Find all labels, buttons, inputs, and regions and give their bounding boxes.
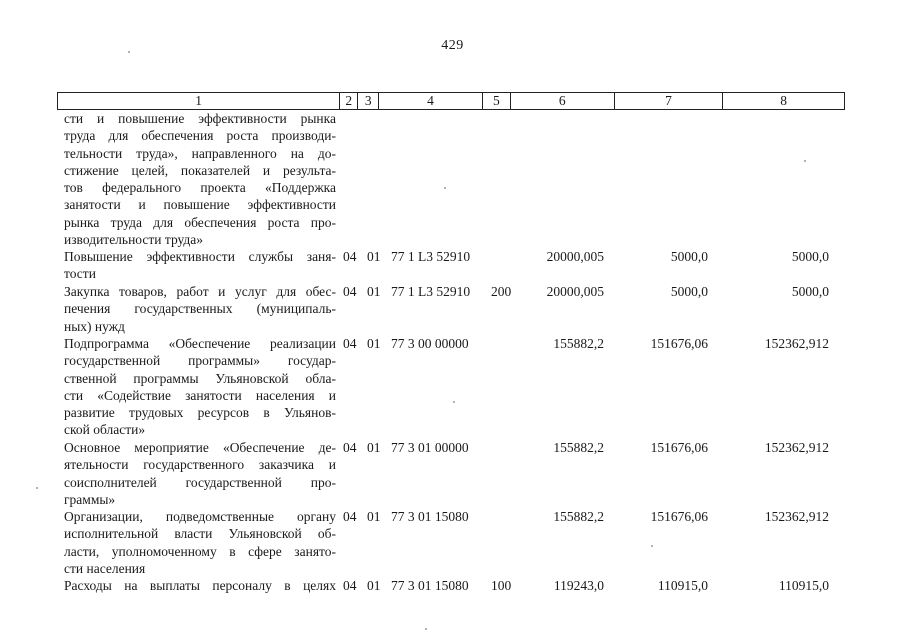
name-line: сти и повышение эффективности рынка: [64, 111, 336, 126]
name-line: ных) нужд: [64, 318, 125, 334]
header-col-7: 7: [615, 93, 724, 109]
table-header-row: [57, 92, 845, 110]
cell-value-col6: 20000,005: [546, 284, 604, 299]
name-line: граммы»: [64, 491, 116, 507]
cell-rz: 04: [343, 509, 357, 524]
name-line: Подпрограмма «Обеспечение реализации: [64, 336, 336, 351]
cell-value-col6: 119243,0: [553, 578, 604, 593]
cell-csr: 77 3 01 15080: [391, 509, 469, 524]
row-name: [64, 508, 336, 577]
cell-rz: 04: [343, 440, 357, 455]
name-line: изводительности труда»: [64, 232, 204, 248]
cell-prz: 01: [367, 578, 381, 593]
cell-value-col7: 5000,0: [670, 284, 708, 299]
cell-value-col8: 5000,0: [791, 284, 829, 299]
name-line: сти «Содействие занятости населения и: [64, 387, 336, 403]
name-line: соисполнителей государственной про-: [64, 474, 336, 490]
name-line: Основное мероприятие «Обеспечение де-: [64, 440, 336, 455]
name-line: сти населения: [64, 560, 146, 576]
table-row: [0, 335, 905, 439]
header-col-8: 8: [780, 93, 788, 108]
cell-value-col7: 151676,06: [650, 336, 708, 351]
cell-csr: 77 3 01 15080: [391, 578, 469, 593]
row-name: [64, 439, 336, 508]
name-line: стижение целей, показателей и результа-: [64, 162, 336, 178]
name-line: исполнительной власти Ульяновской об-: [64, 526, 336, 542]
cell-value-col7: 5000,0: [670, 249, 708, 264]
cell-value-col8: 152362,912: [764, 336, 829, 351]
table-row: [0, 110, 905, 248]
header-col-2: 2: [340, 93, 358, 109]
header-col-4: 4: [379, 93, 483, 109]
cell-csr: 77 1 L3 52910: [391, 284, 471, 299]
cell-vr: 200: [491, 284, 512, 299]
name-line: тости: [64, 266, 96, 282]
cell-value-col8: 152362,912: [764, 509, 829, 524]
scan-speck: [651, 545, 653, 547]
scan-speck: [453, 401, 455, 403]
cell-value-col6: 155882,2: [553, 509, 604, 524]
cell-value-col6: 155882,2: [553, 336, 604, 351]
row-name: [64, 335, 336, 439]
cell-prz: 01: [367, 249, 381, 264]
table-row: [0, 248, 905, 283]
scan-speck: [804, 160, 806, 162]
row-name: [64, 248, 336, 283]
cell-prz: 01: [367, 440, 381, 455]
cell-vr: 100: [491, 578, 512, 593]
name-line: Организации, подведомственные органу: [64, 509, 336, 524]
row-name: [64, 110, 336, 248]
cell-csr: 77 3 01 00000: [391, 440, 469, 455]
cell-value-col7: 151676,06: [650, 440, 708, 455]
name-line: занятости и повышение эффективности: [64, 197, 336, 213]
cell-value-col7: 151676,06: [650, 509, 708, 524]
cell-value-col6: 155882,2: [553, 440, 604, 455]
row-name: [64, 283, 336, 335]
header-col-6: 6: [511, 93, 615, 109]
cell-value-col8: 110915,0: [778, 578, 829, 593]
name-line: развитие трудовых ресурсов в Ульянов-: [64, 405, 336, 421]
scan-speck: [425, 628, 427, 630]
row-name: [64, 577, 336, 594]
name-line: ственной программы Ульяновской обла-: [64, 370, 336, 386]
cell-value-col8: 152362,912: [764, 440, 829, 455]
cell-value-col6: 20000,005: [546, 249, 604, 264]
header-col-1: 1: [58, 93, 340, 109]
header-col-3: 3: [358, 93, 379, 109]
table-row: [0, 283, 905, 335]
name-line: тов федерального проекта «Поддержка: [64, 180, 336, 196]
cell-rz: 04: [343, 284, 357, 299]
name-line: Расходы на выплаты персоналу в целях: [64, 578, 336, 593]
name-line: рынка труда для обеспечения роста про-: [64, 214, 336, 230]
cell-prz: 01: [367, 336, 381, 351]
cell-value-col8: 5000,0: [791, 249, 829, 264]
cell-prz: 01: [367, 284, 381, 299]
name-line: ятельности государственного заказчика и: [64, 457, 336, 473]
table-row: [0, 508, 905, 577]
header-col-5: 5: [483, 93, 511, 109]
table-row: [0, 439, 905, 508]
scan-speck: [36, 487, 38, 489]
name-line: Повышение эффективности службы заня-: [64, 249, 336, 264]
name-line: тельности труда», направленного на до-: [64, 145, 336, 161]
cell-prz: 01: [367, 509, 381, 524]
table-body: [0, 110, 905, 597]
cell-value-col7: 110915,0: [657, 578, 708, 593]
page-number: 429: [441, 38, 464, 53]
cell-csr: 77 1 L3 52910: [391, 249, 471, 264]
name-line: ласти, уполномоченному в сфере занято-: [64, 543, 336, 559]
name-line: печения государственных (муниципаль-: [64, 301, 336, 317]
name-line: ской области»: [64, 422, 146, 438]
cell-rz: 04: [343, 336, 357, 351]
name-line: труда для обеспечения роста производи-: [64, 128, 336, 144]
name-line: государственной программы» государ-: [64, 353, 336, 369]
name-line: Закупка товаров, работ и услуг для обес-: [64, 284, 336, 299]
cell-rz: 04: [343, 249, 357, 264]
scan-speck: [128, 51, 130, 53]
cell-rz: 04: [343, 578, 357, 593]
scan-speck: [444, 187, 446, 189]
cell-csr: 77 3 00 00000: [391, 336, 469, 351]
table-row: [0, 577, 905, 597]
